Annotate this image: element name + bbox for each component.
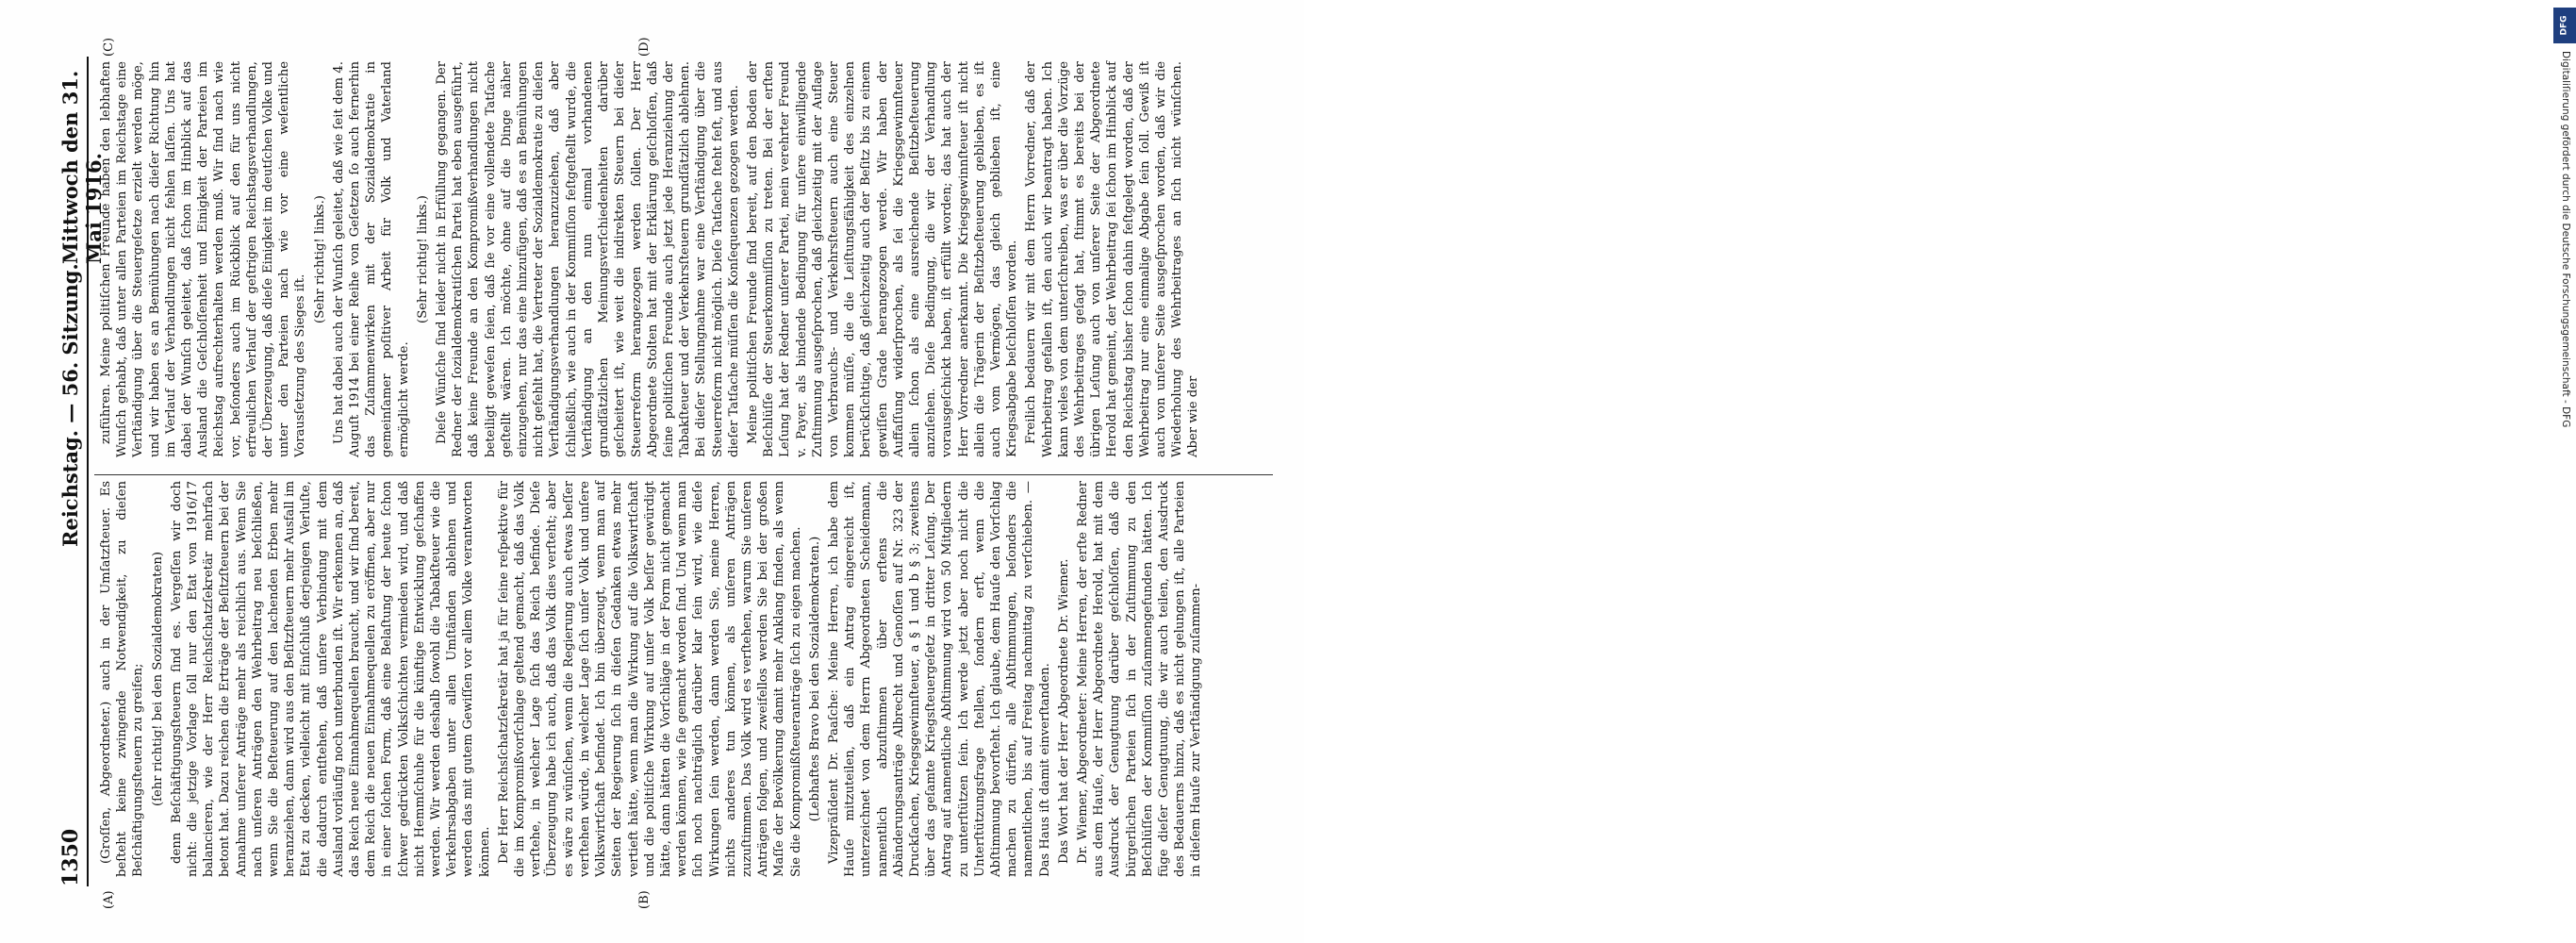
margin-marker-a: (A) bbox=[102, 890, 116, 909]
right-column bbox=[98, 61, 1267, 457]
digitization-note: Digitaliſierung gefördert durch die Deutsche Forschungsgemeinschaft - DFG bbox=[2560, 51, 2571, 428]
column-divider bbox=[94, 474, 1273, 475]
paragraph: Freilich bedauern wir mit dem Herrn Vorredner, daß der Wehrbeitrag gefallen iſt, den auch wir beantragt haben. Ich kann vieles von dem unterſchreiben, was er über die Vorzüge des Wehrbeitrages geſagt hat, ſtimmt es bereits bei der übrigen Leſung auch von unſerer Seite der Abgeordnete Herold hat gemeint, der Wehrbeitrag ſei ſchon im Hinblick auf den Reichstag bisher ſchon dahin feſtgelegt worden, daß der Wehrbeitrag nur eine einmalige Abgabe ſein ſoll. Gewiß iſt auch von unſerer Seite ausgeſprochen worden, daß wir die Wiederholung des Wehrbeitrages an ſich nicht wünſchen. Aber wie der bbox=[1024, 61, 1201, 457]
paragraph: Das Wort hat der Herr Abgeordnete Dr. Wiemer. bbox=[1056, 558, 1071, 864]
paragraph: (Groſſen, Abgeordneter.) auch in der Umſatzſteuer. Es beſteht keine zwingende Notwendigkeit, zu dieſen Beſchäftigungsſteuern zu greifen; bbox=[99, 481, 146, 877]
paragraph: Meine politiſchen Freunde ſind bereit, auf den Boden der Beſchlüſſe der Steuerkommiſſion zu treten. Bei der erſten Leſung hat der Redner unſerer Partei, mein verehrter Freund v. Payer, als bindende Bedingung für unſere einwilligende Zuſtimmung ausgeſprochen, daß gleichzeitig mit der Auflage von Verbrauchs- und Verkehrsſteuern auch eine Steuer kommen müſſe, die die Leiſtungsfähigkeit des einzelnen berückſichtige, daß gleichzeitig auch der Beſitz bis zu einem gewiſſen Grade herangezogen werde. Wir haben der Auffaſſung widerſprochen, als ſei die Kriegsgewinnſteuer allein ſchon als eine ausreichende Beſitzbeſteuerung anzuſehen. Dieſe Bedingung, die wir der Verhandlung vorausgeſchickt haben, iſt erfüllt worden; das hat auch der Herr Vorredner anerkannt. Die Kriegsgewinnſteuer iſt nicht allein die Trägerin der Beſitzbeſteuerung geblieben, es iſt auch vom Vermögen, das gleich geblieben iſt, eine Kriegsabgabe beſchloſſen worden. bbox=[745, 61, 1020, 457]
interjection: (ſehr richtig! bei den Sozialdemokraten) bbox=[150, 551, 165, 807]
header-right-title: Mittwoch den 31. Mai 1916. bbox=[58, 70, 106, 264]
interjection: (Lebhaftes Bravo bei den Sozialdemokraten.) bbox=[807, 536, 822, 822]
interjection: (Sehr richtig! links.) bbox=[312, 195, 327, 323]
margin-marker-b: (B) bbox=[637, 890, 652, 909]
interjection: (Sehr richtig! links.) bbox=[415, 195, 430, 323]
dfg-logo: DFG bbox=[2553, 8, 2576, 43]
left-column bbox=[98, 481, 1267, 877]
page-header bbox=[55, 57, 106, 886]
paragraph: zuführen. Meine politiſchen Freunde haben den lebhaften Wunſch gehabt, daß unter allen Parteien im Reichstage eine Verſtändigung über die Steuergeſetze erzielt werden möge, und wir haben es an Bemühungen nach dieſer Richtung hin im Verlauf der Verhandlungen nicht fehlen laſſen. Uns hat dabei der Wunſch geleitet, daß ſchon im Hinblick auf das Ausland die Geſchloſſenheit und Einigkeit der Parteien im Reichstag aufrechterhalten werden muß. Wir ſind nach wie vor, beſonders auch im Rückblick auf den für uns nicht erfreulichen Verlauf der geſtrigen Reichstagsverhandlungen, der Überzeugung, daß dieſe Einigkeit im deutſchen Volke und unter den Parteien nach wie vor eine weſentliche Vorausſetzung des Sieges iſt. bbox=[99, 61, 308, 457]
paragraph: Uns hat dabei auch der Wunſch geleitet, daß wie ſeit dem 4. Auguſt 1914 bei einer Reihe von Geſetzen ſo auch fernerhin das Zuſammenwirken mit der Sozialdemokratie in gemeinſamer poſitiver Arbeit für Volk und Vaterland ermöglicht werde. bbox=[331, 61, 411, 457]
paragraph: Vizepräſident Dr. Paaſche: Meine Herren, ich habe dem Hauſe mitzuteilen, daß ein Antrag eingereicht iſt, unterzeichnet von dem Herrn Abgeordneten Scheidemann, namentlich abzuſtimmen über erſtens die Abänderungsanträge Albrecht und Genoſſen auf Nr. 323 der Druckſachen, Kriegsgewinnſteuer, a § 1 und b § 3; zweitens über das geſamte Kriegsſteuergeſetz in dritter Leſung. Der Antrag auf namentliche Abſtimmung wird von 50 Mitgliedern zu unterſtützen ſein. Ich werde jetzt aber noch nicht die Unterſtützungsfrage ſtellen, ſondern erſt, wenn die Abſtimmung bevorſteht. Ich glaube, dem Hauſe den Vorſchlag machen zu dürfen, alle Abſtimmungen, beſonders die namentlichen, bis auf Freitag nachmittag zu verſchieben. — Das Haus iſt damit einverſtanden. bbox=[826, 481, 1052, 877]
margin-marker-d: (D) bbox=[637, 37, 652, 57]
paragraph: Dieſe Wünſche ſind leider nicht in Erfüllung gegangen. Der Redner der ſozialdemokratiſchen Partei hat eben ausgeführt, daß keine Freunde an den Kompromißverhandlungen nicht beteiligt geweſen ſeien, daß ſie vor eine vollendete Tatſache geſtellt wären. Ich möchte, ohne auf die Dinge näher einzugehen, nur das eine hinzufügen, daß es an Bemühungen nicht gefehlt hat, die Vertreter der Sozialdemokratie zu dieſen Verſtändigungsverhandlungen heranzuziehen, daß aber ſchließlich, wie auch in der Kommiſſion feſtgeſtellt wurde, die Verſtändigung an den nun einmal vorhandenen grundſätzlichen Meinungsverſchiedenheiten darüber geſcheitert iſt, wie weit die indirekten Steuern bei dieſer Steuerreform herangezogen werden ſollen. Der Herr Abgeordnete Stolten hat mit der Erklärung geſchloſſen, daß ſeine politiſchen Freunde auch jetzt jede Heranziehung der Tabakſteuer und der Verkehrsſteuern grundſätzlich ablehnen. Bei dieſer Stellungnahme war eine Verſtändigung über die Steuerreform nicht möglich. Dieſe Tatſache ſteht feſt, und aus dieſer Tatſache müſſen die Konſequenzen gezogen werden. bbox=[435, 61, 741, 457]
digitization-sidebar bbox=[1275, 0, 2571, 943]
paragraph: denn Beſchäftigungsſteuern ſind es. Vergeſſen wir doch nicht: die jetzige Vorlage ſoll nur den Etat von 1916/17 balancieren, wie der Herr Reichsſchatzſekretär mehrfach betont hat. Dazu reichen die Erträge der Beſitzſteuern bei der Annahme unſerer Anträge mehr als reichlich aus. Wenn Sie nach unſeren Anträgen den Wehrbeitrag neu beſchließen, wenn Sie die Beſteuerung auf den lachenden Erben mehr heranziehen, dann wird aus den Beſitzſteuern mehr Ausfall im Etat zu decken, vielleicht mit Einſchluß derjenigen Verluſte, die dadurch entſtehen, daß unſere Verbindung mit dem Ausland vorläufig noch unterbunden iſt. Wir erkennen an, daß das Reich neue Einnahmequellen braucht, und wir ſind bereit, dem Reich die neuen Einnahmequellen zu eröffnen, aber nur in einer ſolchen Form, daß eine Belaſtung der heute ſchon ſchwer gedrückten Volksſchichten vermieden wird, und daß nicht Hemmſchuhe für die künftige Entwicklung geſchaffen werden. Wir werden deshalb ſowohl die Tabakſteuer wie die Verkehrsabgaben unter allen Umſtänden ablehnen und werden das mit gutem Gewiſſen vor allem Volke verantworten können. bbox=[169, 481, 492, 877]
paragraph: Der Herr Reichsſchatzſekretär hat ja für ſeine reſpektive für die im Kompromißvorſchlage geltend gemacht, daß das Volk verſtehe, in welcher Lage ſich das Reich befinde. Dieſe Überzeugung habe ich auch, daß das Volk dies verſteht; aber es wäre zu wünſchen, wenn die Regierung auch etwas beſſer verſtehen würde, in welcher Lage ſich unſer Volk und unſere Volkswirtſchaft befindet. Ich bin überzeugt, wenn man auf Seiten der Regierung ſich in dieſen Gedanken etwas mehr vertieft hätte, wenn man die Wirkung auf die Volkswirtſchaft und die politiſche Wirkung auf unſer Volk beſſer gewürdigt hätte, dann hätten die Vorſchläge in der Form nicht gemacht werden können, wie ſie gemacht worden ſind. Und wenn man ſich noch nachträglich darüber klar ſein wird, wie dieſe Wirkungen ſein werden, dann werden Sie, meine Herren, nichts anderes tun können, als unſeren Anträgen zuzuſtimmen. Das Volk wird es verſtehen, warum Sie unſeren Anträgen folgen, und zweifellos werden Sie bei der großen Maſſe der Bevölkerung damit mehr Anklang finden, als wenn Sie die Kompromißſteueranträge ſich zu eigen machen. bbox=[496, 481, 803, 877]
page-number: 1350 bbox=[58, 828, 83, 886]
margin-marker-c: (C) bbox=[102, 37, 116, 57]
header-left-title: Reichstag. — 56. Sitzung. bbox=[58, 263, 82, 547]
paragraph: Dr. Wiemer, Abgeordneter: Meine Herren, der erſte Redner aus dem Hauſe, der Herr Abgeordnete Herold, hat mit dem Ausdruck der Genugtuung darüber geſchloſſen, daß die bürgerlichen Parteien ſich in der Zuſtimmung zu den Beſchlüſſen der Kommiſſion zuſammengefunden hätten. Ich füge dieſer Genugtuung, die wir auch teilen, den Ausdruck des Bedauerns hinzu, daß es nicht gelungen iſt, alle Parteien in dieſem Hauſe zur Verſtändigung zuſammen- bbox=[1075, 481, 1204, 877]
